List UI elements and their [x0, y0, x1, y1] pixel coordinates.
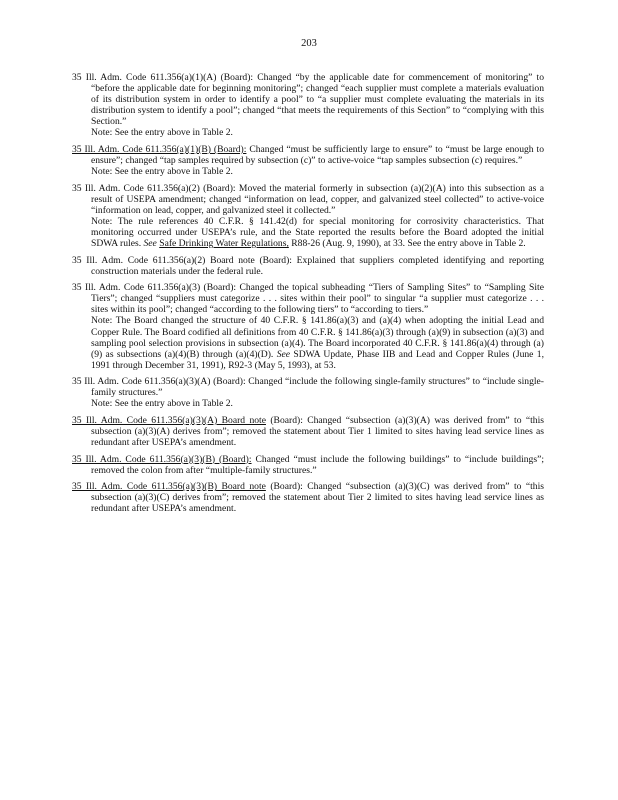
see-signal: See: [276, 348, 291, 360]
entry-citation: 35 Ill. Adm. Code 611.356(a)(3)(B) Board note: [72, 481, 266, 493]
entry-citation: 35 Ill. Adm. Code 611.356(a)(3) (Board):: [72, 282, 237, 294]
entry-citation: 35 Ill. Adm. Code 611.356(a)(2) (Board):: [72, 182, 236, 194]
list-item: [72, 255, 544, 277]
list-item: [72, 144, 544, 177]
entry-note: Note: See the entry above in Table 2.: [91, 127, 233, 139]
list-item: [72, 415, 544, 448]
entry-citation: 35 Ill. Adm. Code 611.356(a)(1)(B) (Board):: [72, 143, 247, 155]
see-signal: See: [143, 238, 157, 250]
list-item: [72, 454, 544, 476]
list-item: [72, 481, 544, 514]
entry-citation: 35 Ill. Adm. Code 611.356(a)(2) Board note (Board):: [72, 254, 292, 266]
list-item: [72, 183, 544, 250]
entry-note: Note: See the entry above in Table 2.: [91, 166, 233, 178]
list-item: [72, 72, 544, 139]
entry-text: Explained that suppliers completed identifying and reporting construction materials under the federal rule.: [91, 254, 544, 277]
entry-text: Changed “must include the following buildings” to “include buildings”; removed the colon from after “multiple-family structures.”: [91, 453, 544, 476]
entry-citation: 35 Ill. Adm. Code 611.356(a)(3)(A) Board note: [72, 414, 266, 426]
entry-note: Note: The rule references 40 C.F.R. § 141.42(d) for special monitoring for corrosivity characteristics. That monitoring occurred under USEPA’s rule, and the State reported the results before the Board adopted the initial SDWA rules. See Safe Drinking Water Regulations, R88-26 (Aug. 9, 1990), at 33. See the entry above in Table 2.: [91, 215, 544, 250]
entry-note: Note: The Board changed the structure of 40 C.F.R. § 141.86(a)(3) and (a)(4) when adopting the initial Lead and Copper Rule. The Board codified all definitions from 40 C.F.R. § 141.86(a)(3) through (a)(9) in subsection (a)(3) and sampling pool selection provisions in subsection (a)(4). The Board incorporated 40 C.F.R. § 141.86(a)(4) through (a)(9) as subsections (a)(4)(B) through (a)(4)(D). See SDWA Update, Phase IIB and Lead and Copper Rules (June 1, 1991 through December 31, 1991), R92-3 (May 5, 1993), at 53.: [91, 315, 545, 371]
entry-citation: 35 Ill. Adm. Code 611.356(a)(1)(A) (Board):: [72, 72, 254, 83]
cited-title: Safe Drinking Water Regulations,: [159, 238, 289, 250]
entry-text: Changed “must be sufficiently large to ensure” to “must be large enough to ensure”; changed “tap samples required by subsection (c)” to active-voice “tap samples subsection (c) requires.”: [91, 143, 544, 167]
entry-text: Changed “by the applicable date for commencement of monitoring” to “before the applicable date for beginning monitoring”; changed “each supplier must complete a materials evaluation of its distribution system in order to identify a pool” to “a supplier must complete evaluating the materials in its distribution system to identify a pool”; changed “that meets the requirements of this Section” to “complying with this Section.”: [91, 72, 544, 128]
list-item: [72, 376, 544, 409]
entry-text: Changed “include the following single-family structures” to “include single-family structures.”: [91, 376, 544, 399]
entry-list: [72, 72, 544, 520]
entry-citation: 35 Ill. Adm. Code 611.356(a)(3)(B) (Board):: [72, 453, 252, 465]
entry-citation: 35 Ill. Adm. Code 611.356(a)(3)(A) (Board):: [72, 376, 246, 388]
entry-text: (Board): Changed “subsection (a)(3)(A) was derived from” to “this subsection (a)(3)(A) derives from”; removed the statement about Tier 1 limited to sites having lead service lines as redundant after USEPA’s amendment.: [91, 414, 544, 449]
entry-text: Moved the material formerly in subsection (a)(2)(A) into this subsection as a result of USEPA amendment; changed “information on lead, copper, and galvanized steel collected” to active-voice “information on lead, copper, and galvanized steel it collected.”: [91, 182, 544, 216]
entry-text: Changed the topical subheading “Tiers of Sampling Sites” to “Sampling Site Tiers”; changed “suppliers must categorize . . . sites within their pool” to singular “a supplier must categorize . . . sites within its pool”; changed “according to the following tiers” to “according to tiers.”: [91, 282, 544, 316]
page-number: 203: [301, 38, 317, 49]
entry-text: (Board): Changed “subsection (a)(3)(C) was derived from” to “this subsection (a)(3)(C) derives from”; removed the statement about Tier 2 limited to sites having lead service lines as redundant after USEPA’s amendment.: [91, 481, 544, 515]
list-item: [72, 282, 544, 371]
entry-note: Note: See the entry above in Table 2.: [91, 398, 233, 410]
